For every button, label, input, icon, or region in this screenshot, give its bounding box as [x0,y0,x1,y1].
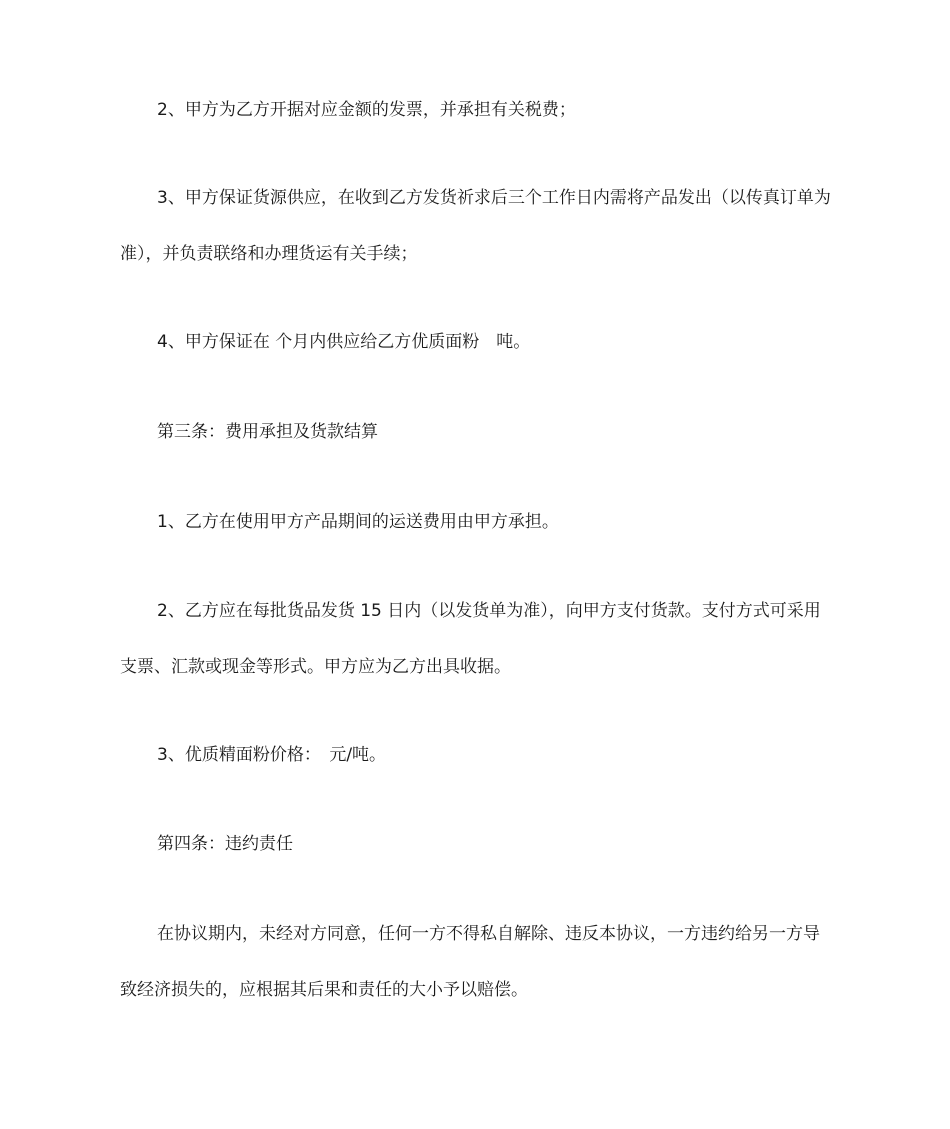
clause-2-4-quantity: 4、甲方保证在 个月内供应给乙方优质面粉 吨。 [157,332,531,352]
article-4-breach: 在协议期内，未经对方同意，任何一方不得私自解除、违反本协议，一方违约给另一方导致经济损失的，应根据其后果和责任的大小予以赔偿。 [120,924,820,1000]
article-4-heading: 第四条：违约责任 [157,834,293,854]
clause-2-2-invoice: 2、甲方为乙方开据对应金额的发票，并承担有关税费； [157,100,576,120]
article-3-heading: 第三条：费用承担及货款结算 [157,422,378,442]
clause-2-3-supply: 3、甲方保证货源供应，在收到乙方发货祈求后三个工作日内需将产品发出（以传真订单为准），并负责联络和办理货运有关手续； [120,188,831,264]
clause-3-1-shipping: 1、乙方在使用甲方产品期间的运送费用由甲方承担。 [157,512,559,532]
clause-3-3-price: 3、优质精面粉价格： 元/吨。 [157,745,387,765]
clause-3-2-payment: 2、乙方应在每批货品发货 15 日内（以发货单为准），向甲方支付货款。支付方式可采用支票、汇款或现金等形式。甲方应为乙方出具收据。 [120,601,821,677]
